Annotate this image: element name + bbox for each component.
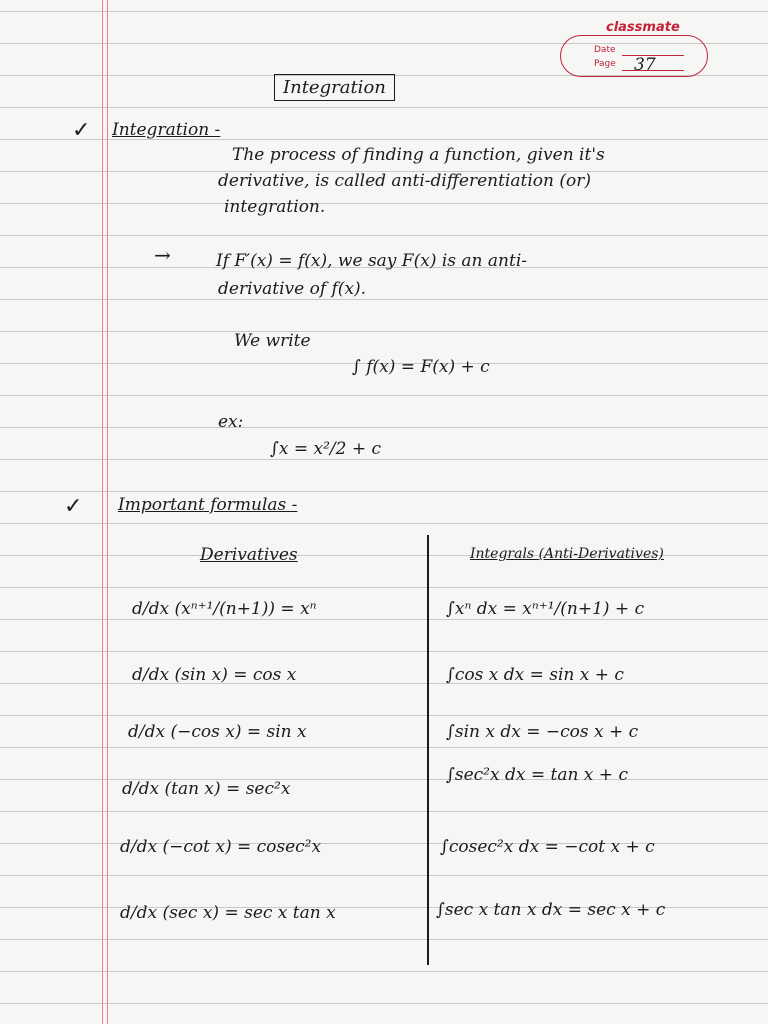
integral-definition-formula: ∫ f(x) = F(x) + c xyxy=(352,357,490,377)
margin-line xyxy=(107,0,108,1024)
derivative-formula: d/dx (−cos x) = sin x xyxy=(128,722,307,742)
example-label: ex: xyxy=(218,412,244,432)
page-number: 37 xyxy=(634,55,656,75)
example-formula: ∫x = x²/2 + c xyxy=(270,439,382,459)
statement-line: derivative of f(x). xyxy=(218,279,367,299)
integral-formula: ∫cosec²x dx = −cot x + c xyxy=(440,837,655,857)
integral-formula: ∫xⁿ dx = xⁿ⁺¹/(n+1) + c xyxy=(446,599,645,619)
check-icon: ✓ xyxy=(72,118,91,143)
column-header-integrals: Integrals (Anti-Derivatives) xyxy=(470,546,664,562)
column-divider xyxy=(427,535,429,965)
check-icon: ✓ xyxy=(64,494,83,519)
derivative-formula: d/dx (xⁿ⁺¹/(n+1)) = xⁿ xyxy=(132,599,317,619)
integral-formula: ∫sec²x dx = tan x + c xyxy=(446,765,628,785)
derivative-formula: d/dx (sin x) = cos x xyxy=(132,665,297,685)
section-heading: Important formulas - xyxy=(118,495,298,515)
definition-line: integration. xyxy=(224,197,326,217)
derivative-formula: d/dx (sec x) = sec x tan x xyxy=(120,903,336,923)
integral-formula: ∫cos x dx = sin x + c xyxy=(446,665,624,685)
brand-logo: classmate xyxy=(606,20,680,35)
derivative-formula: d/dx (tan x) = sec²x xyxy=(122,779,291,799)
margin-line xyxy=(102,0,103,1024)
arrow-icon: → xyxy=(154,243,171,267)
integral-formula: ∫sin x dx = −cos x + c xyxy=(446,722,639,742)
we-write-label: We write xyxy=(234,331,311,351)
definition-line: derivative, is called anti-differentiation (or) xyxy=(218,171,591,191)
section-heading: Integration - xyxy=(112,120,221,140)
date-label: Date xyxy=(594,45,616,55)
statement-line: If F′(x) = f(x), we say F(x) is an anti- xyxy=(216,251,528,271)
column-header-derivatives: Derivatives xyxy=(200,545,298,565)
definition-line: The process of finding a function, given it's xyxy=(232,145,605,165)
derivative-formula: d/dx (−cot x) = cosec²x xyxy=(120,837,322,857)
integral-formula: ∫sec x tan x dx = sec x + c xyxy=(436,900,666,920)
page-title: Integration xyxy=(274,74,395,101)
page-label: Page xyxy=(594,59,616,69)
